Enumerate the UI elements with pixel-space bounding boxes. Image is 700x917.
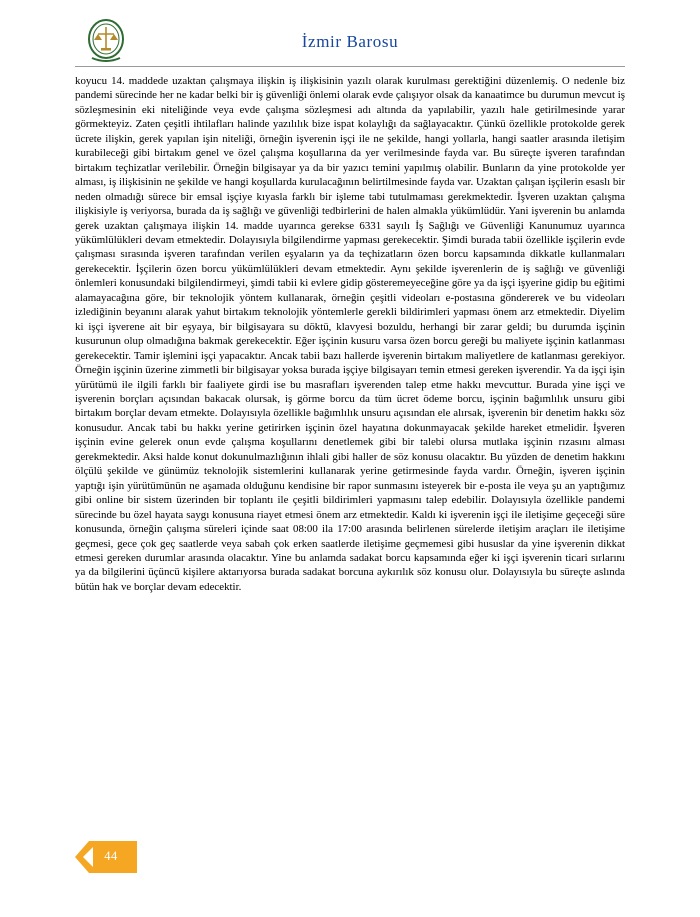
body-text bbox=[75, 74, 625, 594]
page-footer bbox=[75, 837, 165, 883]
page-number: 44 bbox=[104, 849, 118, 863]
body-paragraph: koyucu 14. maddede uzaktan çalışmaya ilişkin iş ilişkisinin yazılı olarak kurulması gerektiğini düzenlemiş. O nedenle biz pandemi sürecinde her ne kadar belki bir iş güvenliği önlemi olarak evde çalışıyor olsak da kanaatimce bu durumun mevcut iş sözleşmesinin eki niteliğinde veya evde çalışma sözleşmesi adı altında da yapılabilir, yazılı hale getirilmesinde yarar görmekteyiz. Zaten çeşitli ihtilafları halinde yazılılık bize ispat kolaylığı da sağlayacaktır. Çünkü özellikle protokolde gerek ücrete ilişkin, gerek yapılan işin niteliği, örneğin işverenin işçi ile ne şekilde, hangi yollarla, hangi saatler arasında iletişim kurabileceği gibi birtakım genel ve özel çalışma koşullarına da yer verilmesinde fayda var. Bu süreçte işveren tarafından birtakım teçhizatlar verilebilir. Örneğin bilgisayar ya da bir yazıcı temini yapılmış olabilir. Bunların da yine protokolde yer alması, iş ilişkisinin ne şekilde ve hangi koşullarda kurulacağının belirtilmesinde fayda var. Uzaktan çalışan işçilerin esaslı bir neden olmadığı sürece bir emsal işçiye kıyasla farklı bir işleme tabi tutulmaması gerekmektedir. İşveren uzaktan çalışma ilişkisiyle iş veriyorsa, burada da iş sağlığı ve güvenliği tedbirlerini de halen almakla yükümlüdür. Yani işverenin bu anlamda gerek uzaktan çalışmaya ilişkin 14. madde uyarınca gerekse 6331 sayılı İş Sağlığı ve Güvenliği Kanunumuz uyarınca yükümlülükleri devam etmektedir. Dolayısıyla bilgilendirme yapması gerekecektir. Şimdi burada tabii özellikle işçilerin evde çalışması sırasında işveren tarafından verilen eşyaların ya da teçhizatların özen borcu kapsamında dikkatle kullanmaları gerekecektir. İşçilerin özen borcu yükümlülükleri devam etmektedir. Aynı şekilde işverenlerin de iş sağlığı ve güvenliği önlemleri konusundaki bilgilendirmeyi, şimdi tabii ki evlere gidip gösteremeyeceğine göre ya da işçi işyerine gidip bu eğitimi alamayacağına göre, bir teknolojik yöntem kullanarak, örneğin çeşitli videoları e-postasına göndererek ve bu videoları izlediğinin beyanını alarak yahut birtakım teknolojik yöntemlerle gerekli bildirimleri yapması önem arz etmektedir. Diyelim ki işçi işverene ait bir eşyaya, bir bilgisayara su döktü, klavyesi bozuldu, herhangi bir zarar geldi; bu durumda işçinin kusurunun olup olmadığına bakmak gerekecektir. Eğer işçinin kusuru varsa özen borcu gereği bu maliyete işçinin katlanması gerekecektir. Tamir işlemini işçi yapacaktır. Ancak tabii bazı hallerde işverenin birtakım maliyetlere de katlanması gerekiyor. Örneğin işçinin üzerine zimmetli bir bilgisayar yoksa burada işçiye bilgisayarı temin etmesi gereken işverendir. Ya da işçi işin yürütümü ile ilgili farklı bir faaliyete girdi ise bu masrafları işverenden talep etme hakkı mevcuttur. Burada yine işçi ve işverenin borçları açısından bakacak olursak, iş görme borcu da tüm ücret ödeme borcu, işçinin bağımlılık unsuru gibi birtakım borçlar devam etmekte. Dolayısıyla özellikle bağımlılık unsuru açısından ele alırsak, işverenin bir denetim hakkı söz konusudur. Ancak tabi bu hakkı yerine getirirken işçinin özel hayatına dokunmayacak şekilde hareket etmelidir. İşveren işçinin evine gelerek onun evde çalışma koşullarını denetlemek gibi bir talebi olursa mutlaka işçinin rızasını alması gerekmektedir. Aksi halde konut dokunulmazlığının ihlali gibi haller de söz konusu olacaktır. Bu yüzden de denetim hakkını ölçülü şekilde ve günümüz teknolojik sistemlerini kullanarak yerine getirmesinde fayda vardır. Örneğin, işveren işçinin yaptığı işin yürütümünün ne aşamada olduğunu kendisine bir rapor sunmasını isteyerek bir e-posta ile veya şu an yaptığımız gibi online bir sistem üzerinden bir toplantı ile çeşitli bildirimleri yapmasını talep edebilir. Dolayısıyla özellikle pandemi sürecinde bu özel hayata saygı konusuna riayet etmesi önem arz etmektedir. Kaldı ki işverenin işçi ile iletişime geçeceği süre konusunda, örneğin çalışma süreleri içinde saat 08:00 ila 17:00 arasında belirlenen sürelerde iletişim araçları ile iletişime geçmesi, gece çok geç saatlerde veya sabah çok erken saatlerde iletişime geçmemesi gibi hususlar da yine işverenin dikkat etmesi gereken durumlar arasında olacaktır. Yine bu anlamda sadakat borcu kapsamında eğer ki işçi işverenin ticari sırlarını ya da bilgilerini üçüncü kişilere aktarıyorsa burada sadakat borcuna aykırılık söz konusu olur. Dolayısıyla bu süreçte aslında bütün hak ve borçlar devam edecektir. bbox=[75, 75, 625, 593]
page-title: İzmir Barosu bbox=[301, 32, 399, 51]
page-marker-icon bbox=[75, 837, 147, 877]
page-header bbox=[0, 18, 700, 66]
header-divider bbox=[75, 66, 625, 67]
